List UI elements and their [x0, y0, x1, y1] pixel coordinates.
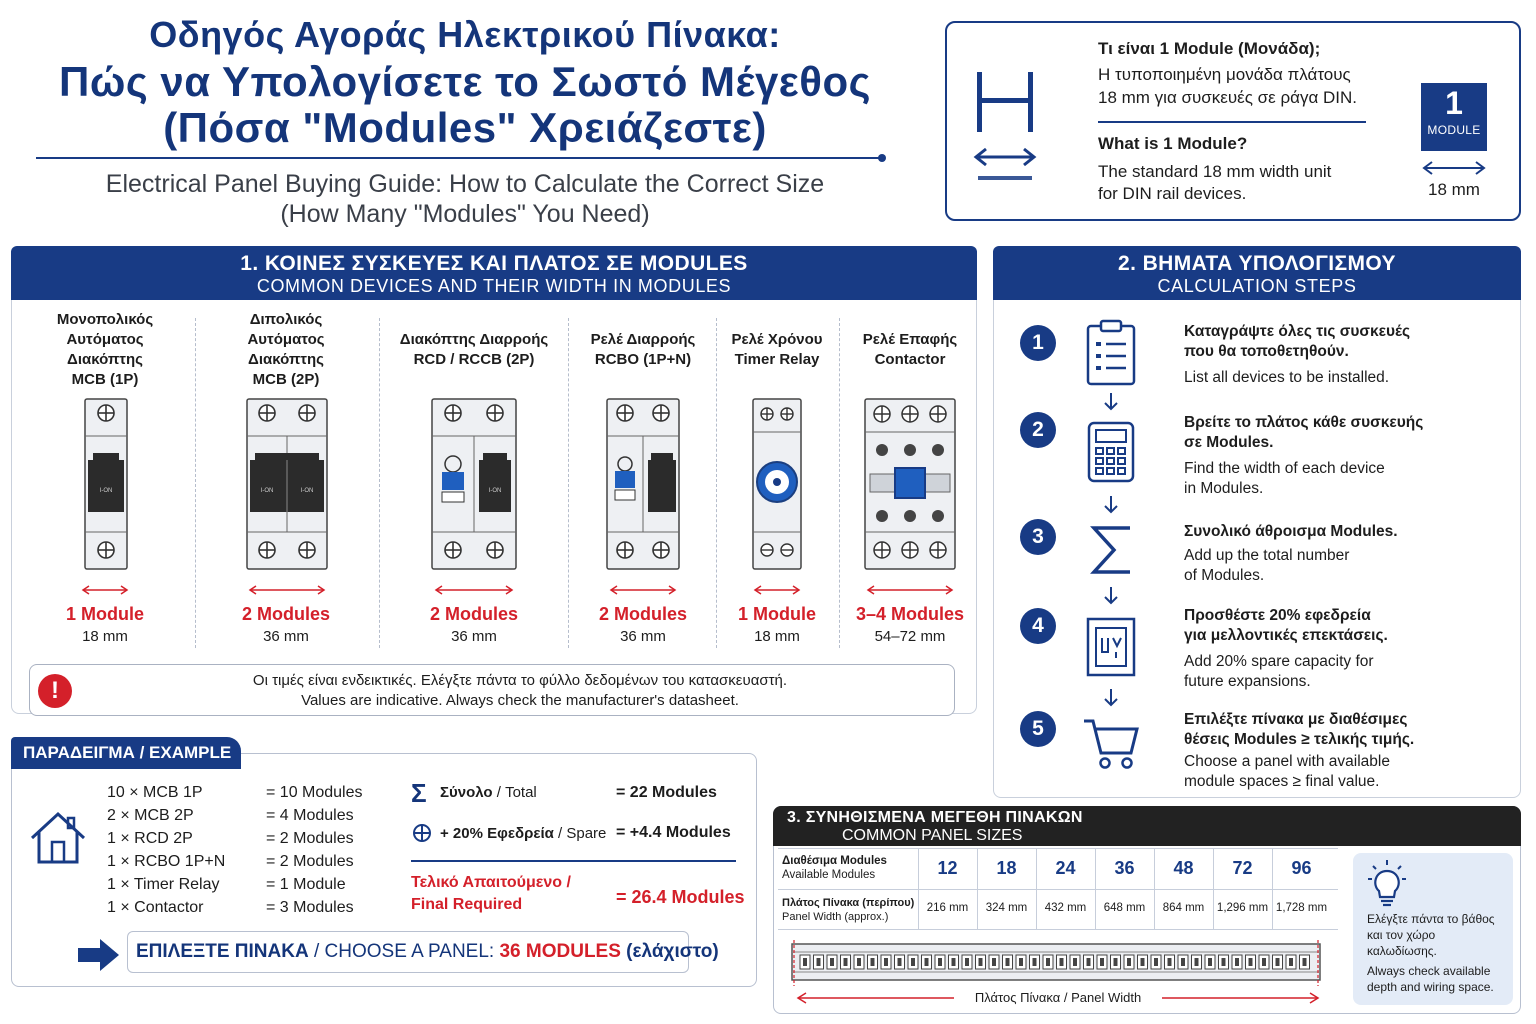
badge-width-arrow-icon — [1421, 160, 1487, 176]
example-result: = 2 Modules — [266, 853, 354, 870]
example-tab: ΠΑΡΑΔΕΙΓΜΑ / EXAMPLE — [11, 737, 241, 769]
final-label: Τελικό Απαιτούμενο / Final Required — [411, 874, 571, 913]
rcbo-icon — [606, 398, 680, 570]
module-badge — [1421, 83, 1487, 151]
datasheet-note — [29, 664, 955, 716]
section1-title-en: COMMON DEVICES AND THEIR WIDTH IN MODULES — [256, 276, 732, 296]
panel-size-modules: 18 — [996, 858, 1017, 878]
module-badge-label: MODULE — [1427, 123, 1481, 137]
module-info-en-text: The standard 18 mm width unit for DIN rail devices. — [1098, 162, 1332, 203]
example-item: 1 × RCBO 1P+N — [107, 853, 226, 870]
example-item: 2 × MCB 2P — [107, 807, 194, 824]
panel-size-modules: 72 — [1232, 858, 1253, 878]
tip-text-gr: Ελέγξτε πάντα το βάθος και τον χώρο καλωδίωσης. — [1367, 912, 1495, 958]
svg-text:I-ON: I-ON — [99, 488, 113, 494]
module-info-gr-title: Τι είναι 1 Module (Μονάδα); — [1098, 39, 1321, 58]
device-separator — [195, 318, 196, 648]
note-text: Οι τιμές είναι ενδεικτικές. Ελέγξτε πάντα το φύλλο δεδομένων του κατασκευαστή. Values are indicative. Always check the manufacturer's datasheet. — [252, 672, 788, 709]
step-number: 5 — [1020, 711, 1056, 747]
width-arrow-icon — [752, 584, 802, 596]
timer-relay-icon — [752, 398, 802, 570]
width-arrow-icon — [608, 584, 678, 596]
plus-circle-icon — [412, 823, 432, 843]
example-items — [107, 781, 267, 919]
tip-text-en: Always check available depth and wiring space. — [1367, 964, 1494, 994]
section1-header — [11, 246, 977, 300]
device-width-mm: 36 mm — [263, 628, 309, 645]
step-text: Επιλέξτε πίνακα με διαθέσιμες θέσεις Modules ≥ τελικής τιμής. Choose a panel with available module spaces ≥ final value. — [1184, 711, 1415, 790]
step-text: Συνολικό άθροισμα Modules. Add up the total number of Modules. — [1184, 523, 1398, 584]
total-value: = 22 Modules — [616, 784, 717, 801]
module-width-icon — [970, 68, 1040, 186]
panel-width-label: Πλάτος Πίνακα / Panel Width — [974, 990, 1142, 1005]
device-contactor — [835, 318, 985, 645]
panel-size-width: 432 mm — [1044, 902, 1087, 914]
panel-sizes-table — [778, 848, 1338, 930]
width-arrow-icon — [80, 584, 130, 596]
device-name: Μονοπολικός Αυτόματος Διακόπτης MCB (1P) — [56, 311, 154, 388]
svg-text:I-ON: I-ON — [260, 488, 274, 494]
panel-size-width: 1,728 mm — [1275, 902, 1328, 914]
mcb-1p-icon — [84, 398, 128, 570]
width-arrow-icon — [247, 584, 327, 596]
spare-value: = +4.4 Modules — [616, 824, 731, 841]
panel-size-width: 324 mm — [985, 902, 1028, 914]
warning-icon: ! — [38, 674, 72, 708]
row-width-label: Πλάτος Πίνακα (περίπου) Panel Width (approx.) — [782, 897, 915, 923]
device-name: Διπολικός Αυτόματος Διακόπτης MCB (2P) — [247, 311, 325, 388]
module-info-en-title: What is 1 Module? — [1098, 134, 1248, 153]
title-en-line1: Electrical Panel Buying Guide: How to Calculate the Correct Size — [105, 170, 825, 198]
mcb-2p-icon — [246, 398, 328, 570]
row-available-label: Διαθέσιμα Modules Available Modules — [782, 855, 887, 881]
panel-rail-illustration — [790, 940, 1322, 986]
step-down-arrow-icon — [1102, 586, 1120, 606]
device-modules: 2 Modules — [241, 604, 330, 624]
device-modules: 1 Module — [737, 604, 816, 624]
panel-size-modules: 36 — [1114, 858, 1135, 878]
device-modules: 2 Modules — [429, 604, 518, 624]
rcd-icon — [431, 398, 517, 570]
section1-title-gr: 1. ΚΟΙΝΕΣ ΣΥΣΚΕΥΕΣ ΚΑΙ ΠΛΑΤΟΣ ΣΕ MODULES — [240, 252, 748, 275]
example-item: 1 × Contactor — [107, 899, 204, 916]
width-arrow-icon — [433, 584, 515, 596]
lightbulb-icon — [1367, 859, 1407, 907]
step-number: 4 — [1020, 608, 1056, 644]
final-value: = 26.4 Modules — [616, 887, 745, 907]
module-info-divider — [1098, 121, 1366, 123]
title-divider-dot — [878, 154, 886, 162]
example-result: = 2 Modules — [266, 830, 354, 847]
example-result: = 10 Modules — [266, 784, 363, 801]
total-label: Σύνολο / Total — [440, 784, 537, 801]
device-timer-relay — [702, 318, 852, 645]
example-result: = 3 Modules — [266, 899, 354, 916]
example-item: 1 × Timer Relay — [107, 876, 220, 893]
panel-expansion-icon — [1085, 616, 1137, 678]
device-mcb-2p — [211, 311, 361, 645]
device-width-mm: 36 mm — [620, 628, 666, 645]
module-badge-width: 18 mm — [1428, 180, 1480, 199]
device-name: Ρελέ Επαφής Contactor — [862, 331, 958, 368]
device-name: Διακόπτης Διαρροής RCD / RCCB (2P) — [399, 331, 549, 368]
device-name: Ρελέ Χρόνου Timer Relay — [731, 331, 823, 368]
device-name: Ρελέ Διαρροής RCBO (1P+N) — [590, 331, 696, 368]
device-width-mm: 18 mm — [82, 628, 128, 645]
example-total-divider — [411, 860, 736, 862]
section3-title-en: COMMON PANEL SIZES — [842, 827, 1023, 844]
din-rail-icon — [790, 940, 1322, 986]
title-divider — [36, 157, 884, 159]
example-result: = 4 Modules — [266, 807, 354, 824]
example-item: 10 × MCB 1P — [107, 784, 203, 801]
section2-title-en: CALCULATION STEPS — [1157, 276, 1357, 296]
step-number: 3 — [1020, 519, 1056, 555]
panel-size-modules: 48 — [1173, 858, 1194, 878]
contactor-icon — [864, 398, 956, 570]
device-separator — [379, 318, 380, 648]
step-text: Καταγράψτε όλες τις συσκευές που θα τοποθετηθούν. List all devices to be installed. — [1184, 323, 1411, 386]
title-gr-line3: (Πόσα "Modules" Χρειάζεστε) — [163, 104, 767, 151]
title-gr-line1: Οδηγός Αγοράς Ηλεκτρικού Πίνακα: — [149, 14, 781, 55]
calculator-icon — [1086, 420, 1136, 484]
panel-size-width: 1,296 mm — [1216, 902, 1269, 914]
device-rcd — [399, 318, 549, 645]
example-results — [266, 781, 396, 919]
module-badge-number: 1 — [1445, 85, 1463, 121]
device-modules: 1 Module — [65, 604, 144, 624]
panel-size-width: 216 mm — [926, 902, 969, 914]
section2-header — [993, 246, 1521, 300]
section3-title-gr: 3. ΣΥΝΗΘΙΣΜΕΝΑ ΜΕΓΕΘΗ ΠΙΝΑΚΩΝ — [787, 809, 1083, 826]
section3-header — [773, 806, 1521, 846]
step-down-arrow-icon — [1102, 392, 1120, 412]
sigma-icon — [1090, 524, 1134, 576]
step-text: Βρείτε το πλάτος κάθε συσκευής σε Modules. Find the width of each device in Modules. — [1184, 414, 1424, 497]
device-modules: 3–4 Modules — [855, 604, 965, 624]
title-gr-line2: Πώς να Υπολογίσετε το Σωστό Μέγεθος — [59, 58, 871, 105]
panel-size-modules: 12 — [937, 858, 958, 878]
svg-text:I-ON: I-ON — [488, 488, 502, 494]
device-modules: 2 Modules — [598, 604, 687, 624]
title-en-line2: (How Many "Modules" You Need) — [280, 200, 650, 228]
panel-size-modules: 96 — [1291, 858, 1312, 878]
house-icon — [28, 810, 88, 866]
example-result: = 1 Module — [266, 876, 346, 893]
step-down-arrow-icon — [1102, 495, 1120, 515]
tip-box — [1353, 853, 1513, 1005]
device-rcbo — [568, 318, 718, 645]
choose-panel-banner: ΕΠΙΛΕΞΤΕ ΠΙΝΑΚΑ / CHOOSE A PANEL: 36 MODULES (ελάχιστο) — [127, 931, 689, 973]
step-text: Προσθέστε 20% εφεδρεία για μελλοντικές επεκτάσεις. Add 20% spare capacity for future expansions. — [1184, 607, 1388, 690]
example-item: 1 × RCD 2P — [107, 830, 193, 847]
spare-label: + 20% Εφεδρεία / Spare — [440, 825, 607, 842]
section2-title-gr: 2. ΒΗΜΑΤΑ ΥΠΟΛΟΓΙΣΜΟΥ — [1118, 252, 1396, 275]
panel-size-width: 648 mm — [1103, 902, 1146, 914]
arrow-right-icon — [78, 938, 120, 972]
width-arrow-icon — [865, 584, 955, 596]
shopping-cart-icon — [1081, 715, 1141, 771]
svg-text:I-ON: I-ON — [300, 488, 314, 494]
panel-size-modules: 24 — [1055, 858, 1076, 878]
module-info-gr-text: Η τυποποιημένη μονάδα πλάτους 18 mm για συσκευές σε ράγα DIN. — [1098, 65, 1358, 107]
clipboard-icon — [1084, 318, 1138, 386]
device-width-mm: 36 mm — [451, 628, 497, 645]
step-down-arrow-icon — [1102, 688, 1120, 708]
step-number: 1 — [1020, 325, 1056, 361]
device-width-mm: 54–72 mm — [874, 628, 946, 645]
sigma-small-icon: Σ — [411, 778, 427, 808]
device-width-mm: 18 mm — [754, 628, 800, 645]
device-mcb-1p — [30, 311, 180, 645]
step-number: 2 — [1020, 412, 1056, 448]
panel-size-width: 864 mm — [1162, 902, 1205, 914]
